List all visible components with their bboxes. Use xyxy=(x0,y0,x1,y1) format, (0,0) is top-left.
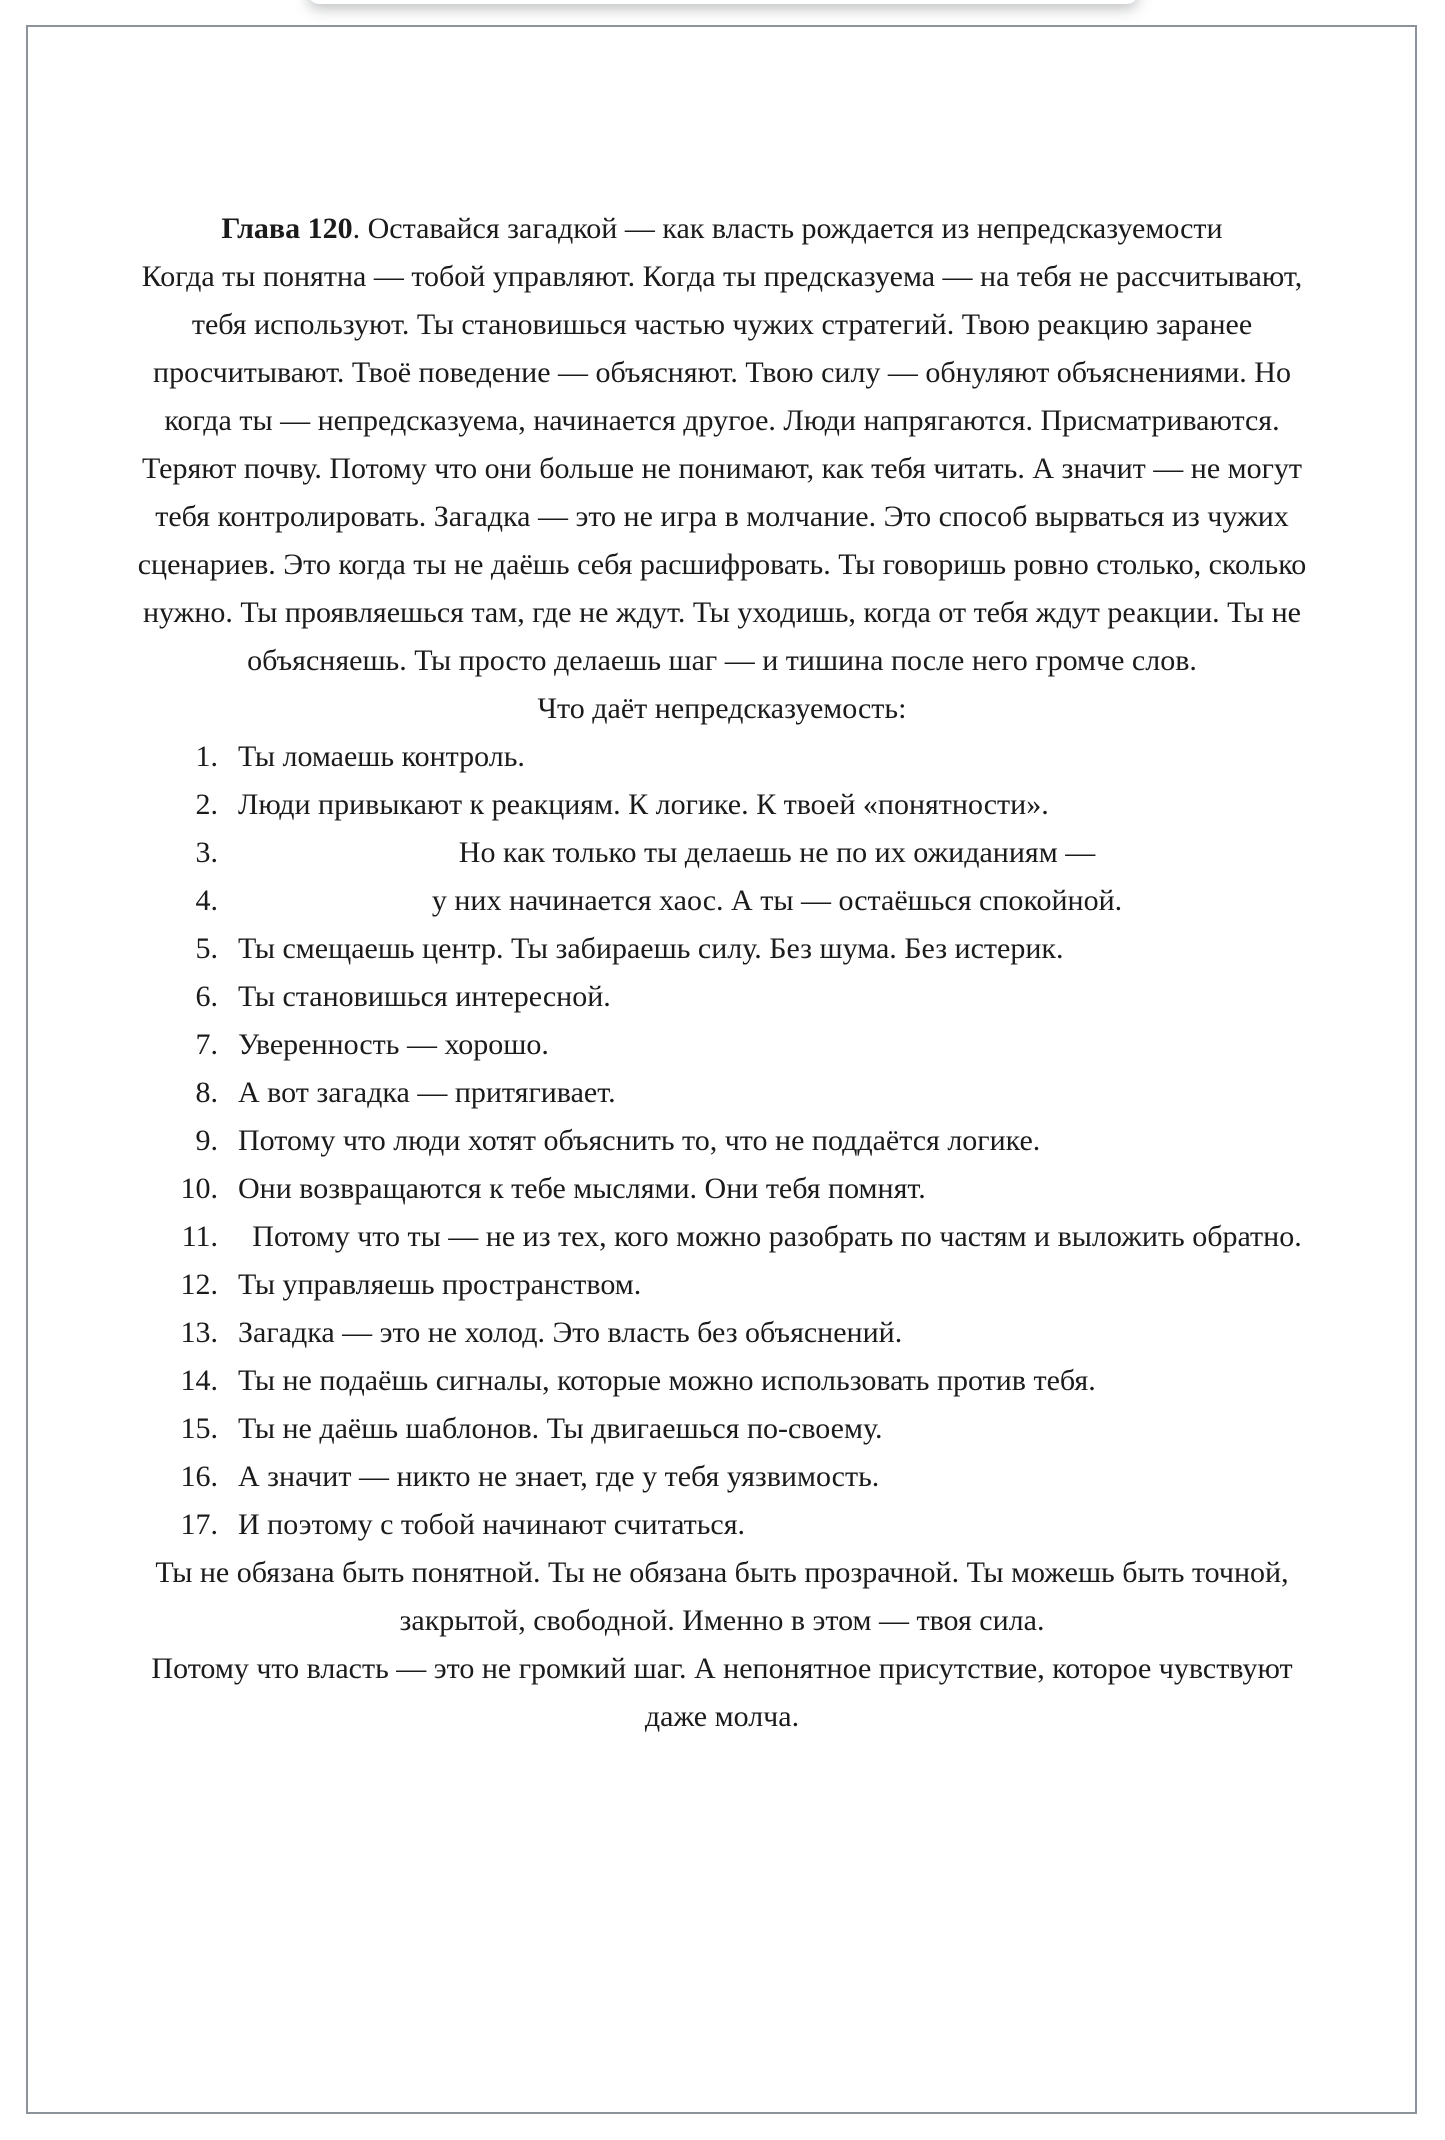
list-item-number: 1. xyxy=(195,740,218,773)
list-item-number: 7. xyxy=(195,1028,218,1061)
closing-paragraph: Потому что власть — это не громкий шаг. А непонятное присутствие, которое чувствуют даже молча. xyxy=(151,1652,1293,1733)
list-item-text: И поэтому с тобой начинают считаться. xyxy=(238,1508,746,1541)
chapter-number-label: Глава 120 xyxy=(221,212,353,245)
list-item xyxy=(170,781,1316,829)
chapter-title-separator: . xyxy=(352,212,368,245)
list-item-number: 8. xyxy=(195,1076,218,1109)
list-item xyxy=(170,925,1316,973)
closing-paragraph: Ты не обязана быть понятной. Ты не обязана быть прозрачной. Ты можешь быть точной, закрытой, свободной. Именно в этом — твоя сила. xyxy=(155,1556,1289,1637)
list-item-number: 10. xyxy=(180,1172,218,1205)
list-item-text: Ты становишься интересной. xyxy=(238,980,611,1013)
list-item xyxy=(170,1213,1316,1261)
list-item-number: 11. xyxy=(181,1220,218,1253)
list-item xyxy=(170,1453,1316,1501)
list-item-number: 15. xyxy=(180,1412,218,1445)
list-item-text: Но как только ты делаешь не по их ожиданиям — xyxy=(458,836,1096,869)
list-item xyxy=(170,877,1316,925)
list-item-text: у них начинается хаос. А ты — остаёшься спокойной. xyxy=(431,884,1123,917)
list-item xyxy=(170,1261,1316,1309)
list-item-text: Люди привыкают к реакциям. К логике. К твоей «понятности». xyxy=(238,788,1049,821)
list-item-number: 6. xyxy=(195,980,218,1013)
list-item-number: 12. xyxy=(180,1268,218,1301)
list-item-number: 5. xyxy=(195,932,218,965)
list-item-text: А вот загадка — притягивает. xyxy=(238,1076,616,1109)
list-item xyxy=(170,1309,1316,1357)
list-item xyxy=(170,1117,1316,1165)
floating-toolbar-shadow xyxy=(308,0,1138,4)
list-item-number: 13. xyxy=(180,1316,218,1349)
list-item-text: Потому что люди хотят объяснить то, что не поддаётся логике. xyxy=(238,1124,1041,1157)
list-item-number: 14. xyxy=(180,1364,218,1397)
list-heading: Что даёт непредсказуемость: xyxy=(537,692,907,725)
list-item-number: 16. xyxy=(180,1460,218,1493)
list-item xyxy=(170,1021,1316,1069)
list-item-number: 9. xyxy=(195,1124,218,1157)
list-item xyxy=(170,1405,1316,1453)
list-item-text: Они возвращаются к тебе мыслями. Они тебя помнят. xyxy=(238,1172,926,1205)
list-item-text: Загадка — это не холод. Это власть без объяснений. xyxy=(238,1316,903,1349)
list-item-text: Ты не подаёшь сигналы, которые можно использовать против тебя. xyxy=(238,1364,1096,1397)
list-item xyxy=(170,1357,1316,1405)
list-item xyxy=(170,829,1316,877)
chapter-title-text: Оставайся загадкой — как власть рождается из непредсказуемости xyxy=(367,212,1223,245)
intro-paragraph: Когда ты понятна — тобой управляют. Когда ты предсказуема — на тебя не рассчитывают, тебя используют. Ты становишься частью чужих стратегий. Твою реакцию заранее просчитывают. Твоё поведение — объясняют. Твою силу — обнуляют объяснениями. Но когда ты — непредсказуема, начинается другое. Люди напрягаются. Присматриваются. Теряют почву. Потому что они больше не понимают, как тебя читать. А значит — не могут тебя контролировать. Загадка — это не игра в молчание. Это способ вырваться из чужих сценариев. Это когда ты не даёшь себя расшифровать. Ты говоришь ровно столько, сколько нужно. Ты проявляешься там, где не ждут. Ты уходишь, когда от тебя ждут реакции. Ты не объясняешь. Ты просто делаешь шаг — и тишина после него громче слов. xyxy=(137,260,1307,677)
list-item-text: А значит — никто не знает, где у тебя уязвимость. xyxy=(238,1460,880,1493)
list-item-number: 17. xyxy=(180,1508,218,1541)
list-item-text: Ты смещаешь центр. Ты забираешь силу. Без шума. Без истерик. xyxy=(238,932,1064,965)
list-item xyxy=(170,1501,1316,1549)
chapter-title xyxy=(128,205,1316,253)
list-item-text: Ты ломаешь контроль. xyxy=(238,740,525,773)
list-item-text: Ты не даёшь шаблонов. Ты двигаешься по-своему. xyxy=(238,1412,883,1445)
list-item-text: Уверенность — хорошо. xyxy=(238,1028,549,1061)
list-item-number: 4. xyxy=(195,884,218,917)
list-item-text: Ты управляешь пространством. xyxy=(238,1268,642,1301)
list-item-number: 2. xyxy=(195,788,218,821)
list-item xyxy=(170,973,1316,1021)
closing-paragraphs xyxy=(128,1549,1316,1741)
list-item-number: 3. xyxy=(195,836,218,869)
page-content xyxy=(128,205,1316,1741)
list-item xyxy=(170,1165,1316,1213)
numbered-list xyxy=(128,733,1316,1549)
list-item xyxy=(170,1069,1316,1117)
list-item xyxy=(170,733,1316,781)
list-item-text: Потому что ты — не из тех, кого можно разобрать по частям и выложить обратно. xyxy=(252,1220,1302,1253)
